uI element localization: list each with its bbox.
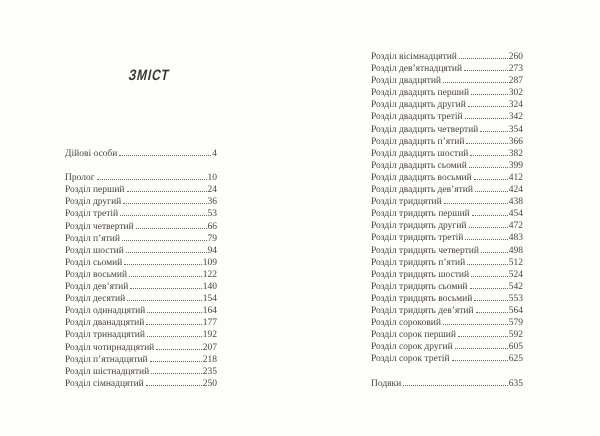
toc-entry [371, 99, 523, 111]
toc-dot-leader [126, 252, 207, 253]
toc-entry [371, 220, 523, 232]
toc-entry-label: Дійові особи [65, 149, 118, 159]
toc-entry [371, 329, 523, 341]
toc-entry [65, 269, 217, 281]
toc-entry-page-number: 94 [207, 245, 217, 256]
toc-entry [65, 329, 217, 341]
toc-dot-leader [467, 264, 508, 265]
toc-entry-label: Розділ двадцять другий [371, 100, 466, 111]
toc-entry-page-number: 250 [202, 378, 217, 389]
toc-dot-leader [146, 385, 202, 386]
toc-dot-leader [474, 179, 508, 180]
toc-entry-label: Розділ вісімнадцятий [371, 52, 457, 62]
toc-entry-page-number: 109 [202, 257, 217, 268]
toc-list-right [371, 51, 523, 390]
toc-entry [371, 148, 523, 160]
toc-entry [371, 184, 523, 196]
toc-entry-page-number: 625 [508, 354, 523, 365]
toc-entry-page-number: 635 [508, 378, 523, 389]
toc-entry [371, 317, 523, 329]
toc-entry-page-number: 140 [202, 282, 217, 293]
toc-entry-label: Розділ чотирнадцятий [65, 342, 155, 353]
toc-entry [371, 232, 523, 244]
toc-entry-label: Розділ двадцять четвертий [371, 124, 479, 135]
toc-entry-label: Розділ тридцять п’ятий [371, 257, 466, 268]
toc-entry-page-number: 273 [508, 64, 523, 75]
toc-dot-leader [123, 203, 206, 204]
toc-entry [65, 196, 217, 208]
toc-entry-page-number: 438 [508, 197, 523, 208]
toc-dot-leader [476, 312, 508, 313]
toc-entry-page-number: 454 [508, 209, 523, 220]
toc-entry [65, 342, 217, 354]
toc-dot-leader [472, 215, 508, 216]
toc-entry-label: Розділ одинадцятий [65, 306, 146, 317]
toc-entry [65, 172, 217, 184]
toc-entry [371, 87, 523, 99]
toc-entry [65, 257, 217, 269]
toc-dot-leader [127, 191, 207, 192]
toc-entry [65, 366, 217, 378]
toc-entry-page-number: 302 [508, 88, 523, 99]
toc-entry [65, 317, 217, 329]
toc-dot-leader [120, 215, 206, 216]
toc-dot-leader [146, 324, 201, 325]
toc-entry-label: Розділ шістнадцятий [65, 366, 150, 377]
toc-dot-leader [469, 227, 508, 228]
toc-gap [371, 365, 523, 377]
toc-entry [371, 124, 523, 136]
toc-entry-label: Пролог [65, 173, 95, 184]
toc-entry [65, 305, 217, 317]
toc-entry-page-number: 424 [508, 185, 523, 196]
toc-dot-leader [147, 336, 202, 337]
toc-entry-label: Розділ тридцять другий [371, 221, 467, 232]
toc-dot-leader [147, 312, 201, 313]
toc-entry-label: Розділ десятий [65, 294, 126, 305]
toc-entry-page-number: 79 [207, 233, 217, 244]
toc-entry-label: Розділ сорок другий [371, 342, 453, 353]
toc-entry [65, 148, 217, 160]
toc-entry-page-number: 324 [508, 100, 523, 111]
toc-entry-label: Розділ двадцять перший [371, 88, 470, 99]
toc-dot-leader [470, 155, 507, 156]
toc-dot-leader [474, 300, 507, 301]
toc-dot-leader [470, 288, 508, 289]
toc-entry-label: Розділ п’ятий [65, 233, 120, 244]
toc-entry-page-number: 122 [202, 269, 217, 280]
toc-entry-label: Розділ двадцять п’ятий [371, 136, 465, 147]
toc-entry [371, 136, 523, 148]
toc-dot-leader [150, 361, 202, 362]
toc-entry-label: Розділ восьмий [65, 269, 128, 280]
toc-dot-leader [475, 191, 508, 192]
toc-dot-leader [468, 106, 508, 107]
toc-entry-page-number: 472 [508, 221, 523, 232]
toc-entry [371, 63, 523, 75]
toc-dot-leader [469, 167, 508, 168]
toc-entry [371, 341, 523, 353]
toc-entry [65, 245, 217, 257]
toc-entry-label: Розділ тридцять дев’ятий [371, 305, 474, 316]
toc-entry-label: Розділ двадцятий [371, 76, 441, 87]
toc-entry-label: Розділ другий [65, 197, 122, 208]
toc-entry-page-number: 512 [508, 257, 523, 268]
toc-dot-leader [127, 300, 202, 301]
toc-entry-label: Розділ тринадцятий [65, 330, 145, 341]
toc-entry-label: Розділ сорок третій [371, 354, 450, 365]
toc-entry [65, 184, 217, 196]
toc-entry-page-number: 564 [508, 305, 523, 316]
toc-entry-page-number: 218 [202, 354, 217, 365]
toc-entry-page-number: 36 [207, 197, 217, 208]
toc-entry-page-number: 235 [202, 366, 217, 377]
toc-gap [65, 160, 217, 172]
toc-entry [371, 353, 523, 365]
toc-dot-leader [465, 118, 508, 119]
toc-entry-page-number: 260 [508, 52, 523, 62]
toc-entry-label: Розділ сьомий [65, 257, 123, 268]
toc-entry-page-number: 605 [508, 342, 523, 353]
toc-entry-page-number: 483 [508, 233, 523, 244]
toc-dot-leader [465, 239, 507, 240]
toc-entry-label: Розділ тридцять сьомий [371, 281, 468, 292]
toc-dot-leader [403, 385, 508, 386]
toc-entry-label: Розділ дванадцятий [65, 318, 145, 329]
toc-entry-page-number: 287 [508, 76, 523, 87]
toc-entry [65, 281, 217, 293]
toc-entry-page-number: 164 [202, 306, 217, 317]
toc-entry-label: Розділ тридцять шостий [371, 269, 470, 280]
toc-dot-leader [464, 70, 508, 71]
toc-entry-label: Розділ сімнадцятий [65, 378, 144, 389]
toc-entry [65, 233, 217, 245]
toc-entry-label: Розділ двадцять третій [371, 112, 463, 123]
toc-entry [371, 305, 523, 317]
toc-entry-label: Розділ тридцять третій [371, 233, 464, 244]
toc-entry [371, 257, 523, 269]
toc-entry-label: Розділ четвертий [65, 221, 134, 232]
toc-entry [65, 208, 217, 220]
toc-dot-leader [156, 349, 201, 350]
toc-entry [371, 111, 523, 123]
toc-entry-page-number: 342 [508, 112, 523, 123]
toc-dot-leader [471, 276, 508, 277]
toc-entry [65, 221, 217, 233]
toc-entry-label: Розділ двадцять шостий [371, 148, 469, 159]
toc-entry-label: Розділ сороковий [371, 318, 441, 329]
toc-entry-page-number: 553 [508, 293, 523, 304]
toc-entry [65, 354, 217, 366]
toc-entry-label: Розділ двадцять восьмий [371, 172, 472, 183]
toc-entry-page-number: 354 [508, 124, 523, 135]
toc-entry-page-number: 412 [508, 172, 523, 183]
toc-dot-leader [443, 82, 508, 83]
toc-entry-label: Розділ третій [65, 209, 119, 220]
toc-dot-leader [124, 264, 201, 265]
toc-entry-page-number: 542 [508, 281, 523, 292]
toc-entry [371, 293, 523, 305]
toc-entry-page-number: 192 [202, 330, 217, 341]
toc-entry-page-number: 4 [212, 149, 217, 159]
toc-entry-page-number: 524 [508, 269, 523, 280]
toc-entry-page-number: 154 [202, 294, 217, 305]
toc-entry [65, 378, 217, 390]
toc-entry-page-number: 66 [207, 221, 217, 232]
toc-entry-label: Розділ двадцять дев’ятий [371, 185, 473, 196]
toc-entry-page-number: 10 [207, 173, 217, 184]
toc-entry-page-number: 366 [508, 136, 523, 147]
toc-entry-page-number: 177 [202, 318, 217, 329]
toc-dot-leader [151, 373, 202, 374]
toc-entry-label: Розділ дев’ятий [65, 282, 129, 293]
toc-entry-label: Розділ тридцять восьмий [371, 293, 473, 304]
toc-entry [371, 269, 523, 281]
toc-dot-leader [471, 94, 508, 95]
toc-title: ЗМІСТ [127, 67, 172, 84]
toc-dot-leader [130, 288, 201, 289]
toc-entry-page-number: 24 [207, 185, 217, 196]
toc-dot-leader [97, 179, 207, 180]
toc-dot-leader [443, 324, 508, 325]
toc-entry-label: Подяки [371, 378, 402, 389]
toc-entry-label: Розділ двадцять сьомий [371, 160, 467, 171]
toc-entry-label: Розділ перший [65, 185, 125, 196]
toc-entry [371, 378, 523, 390]
toc-entry-page-number: 53 [207, 209, 217, 220]
toc-dot-leader [136, 228, 207, 229]
toc-list-left [65, 148, 217, 390]
toc-entry [371, 196, 523, 208]
toc-dot-leader [458, 336, 508, 337]
toc-entry-label: Розділ тридцять перший [371, 209, 470, 220]
toc-entry-label: Розділ шостий [65, 245, 124, 256]
toc-dot-leader [119, 155, 211, 156]
toc-entry [371, 160, 523, 172]
toc-entry-page-number: 382 [508, 148, 523, 159]
toc-entry-label: Розділ тридцять четвертий [371, 245, 479, 256]
toc-entry-page-number: 498 [508, 245, 523, 256]
toc-entry [371, 51, 523, 63]
toc-dot-leader [455, 348, 508, 349]
toc-entry-page-number: 207 [202, 342, 217, 353]
toc-dot-leader [481, 252, 508, 253]
toc-entry [371, 75, 523, 87]
toc-dot-leader [480, 131, 507, 132]
toc-entry [371, 281, 523, 293]
toc-dot-leader [444, 203, 508, 204]
toc-entry-label: Розділ дев’ятнадцятий [371, 64, 463, 75]
toc-dot-leader [459, 58, 508, 59]
toc-entry-page-number: 579 [508, 318, 523, 329]
toc-entry-page-number: 592 [508, 330, 523, 341]
toc-entry [371, 208, 523, 220]
toc-dot-leader [452, 360, 508, 361]
toc-entry-label: Розділ сорок перший [371, 330, 456, 341]
toc-dot-leader [129, 276, 202, 277]
toc-entry-label: Розділ тридцятий [371, 197, 442, 208]
toc-dot-leader [466, 143, 507, 144]
toc-entry [371, 245, 523, 257]
toc-entry-page-number: 399 [508, 160, 523, 171]
toc-entry [65, 293, 217, 305]
toc-dot-leader [122, 240, 207, 241]
toc-entry-label: Розділ п’ятнадцятий [65, 354, 148, 365]
toc-entry [371, 172, 523, 184]
